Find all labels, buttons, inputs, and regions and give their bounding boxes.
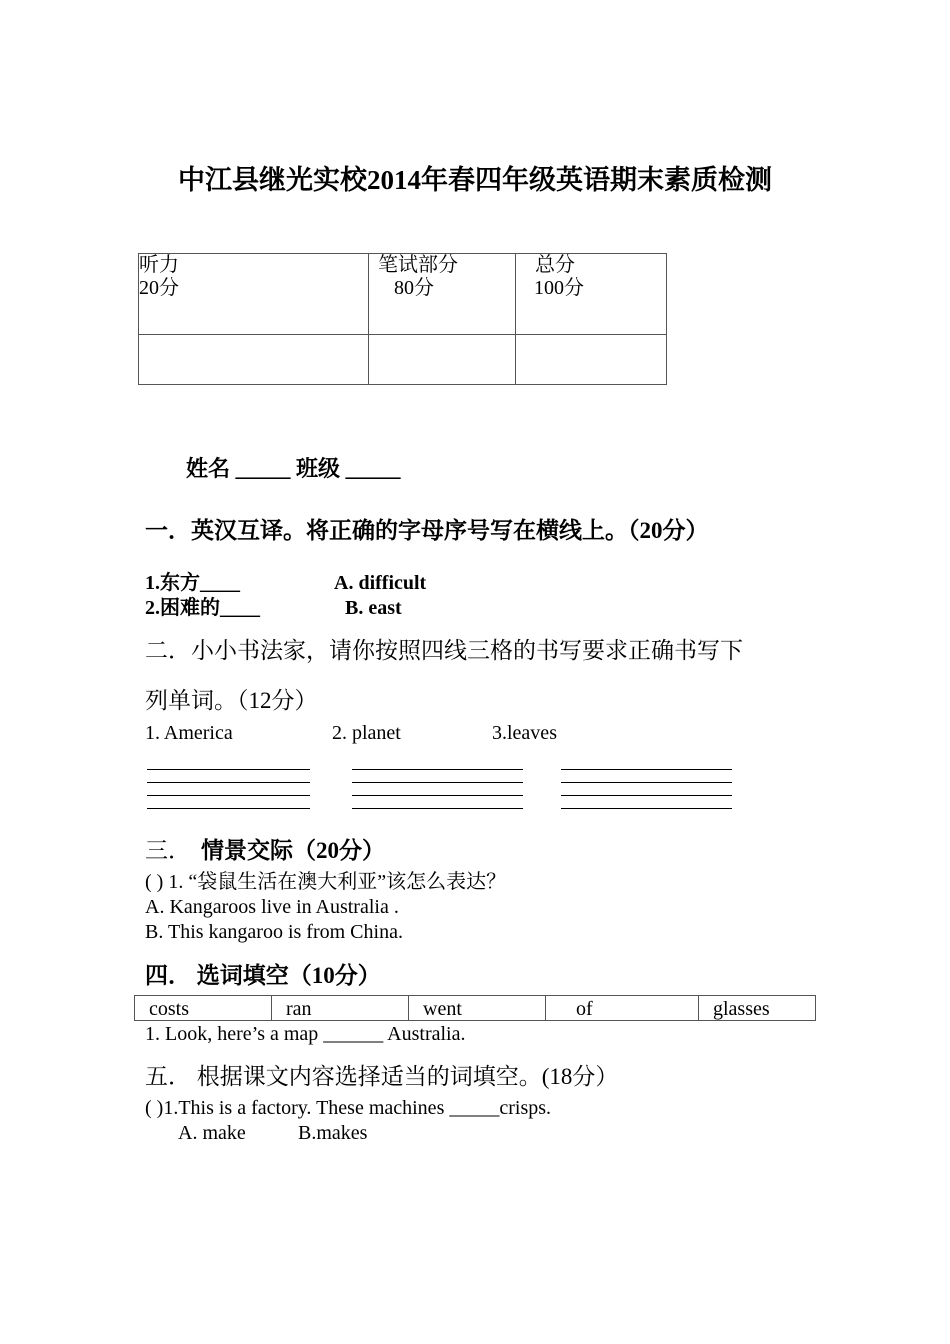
writing-lines-3[interactable] bbox=[561, 769, 732, 821]
student-info: 姓名 _____ 班级 _____ bbox=[186, 456, 401, 481]
word-bank-table bbox=[134, 995, 816, 1021]
score-value: 80分 bbox=[394, 277, 434, 299]
score-cell-listening bbox=[139, 254, 369, 335]
section4-heading: 四． 选词填空（10分） bbox=[145, 963, 381, 988]
s1-item-2-left: 2.困难的____ bbox=[145, 597, 260, 619]
s2-word-3: 3.leaves bbox=[492, 722, 557, 744]
score-value: 100分 bbox=[534, 277, 584, 299]
section1-heading: 一．英汉互译。将正确的字母序号写在横线上。（20分） bbox=[145, 518, 709, 543]
score-value: 20分 bbox=[139, 277, 179, 299]
score-label: 笔试部分 bbox=[378, 254, 458, 276]
s1-item-1-right: A. difficult bbox=[334, 572, 427, 594]
s3-question: ( ) 1. “袋鼠生活在澳大利亚”该怎么表达？ bbox=[145, 871, 507, 893]
s5-option-a: A. make bbox=[178, 1122, 246, 1144]
exam-title: 中江县继光实校2014年春四年级英语期末素质检测 bbox=[178, 165, 772, 195]
s1-item-1-left: 1.东方____ bbox=[145, 572, 240, 594]
s5-option-b: B.makes bbox=[298, 1122, 368, 1144]
word-bank-cell: glasses bbox=[699, 996, 816, 1021]
score-cell-written bbox=[369, 254, 516, 335]
s4-question: 1. Look, here’s a map ______ Australia. bbox=[145, 1023, 466, 1045]
section3-heading-num: 三． bbox=[145, 838, 191, 863]
s3-option-a: A. Kangaroos live in Australia . bbox=[145, 896, 399, 918]
section2-heading-line2: 列单词。（12分） bbox=[145, 688, 318, 713]
section3-heading-text: 情景交际（20分） bbox=[201, 838, 385, 863]
section2-heading-line1: 二．小小书法家，请你按照四线三格的书写要求正确书写下 bbox=[145, 638, 743, 663]
s3-option-b: B. This kangaroo is from China. bbox=[145, 921, 403, 943]
word-bank-cell: went bbox=[409, 996, 546, 1021]
writing-lines-2[interactable] bbox=[352, 769, 523, 821]
score-label: 总分 bbox=[535, 254, 575, 276]
s5-question: ( )1.This is a factory. These machines _____crisps. bbox=[145, 1097, 552, 1119]
score-table bbox=[138, 253, 667, 385]
word-bank-cell: ran bbox=[272, 996, 409, 1021]
s2-word-1: 1. America bbox=[145, 722, 233, 744]
s1-item-2-right: B. east bbox=[345, 597, 402, 619]
word-bank-cell: costs bbox=[135, 996, 272, 1021]
score-blank-listening[interactable] bbox=[139, 335, 369, 385]
score-cell-total bbox=[516, 254, 667, 335]
score-label: 听力 bbox=[139, 254, 179, 276]
s2-word-2: 2. planet bbox=[332, 722, 401, 744]
writing-lines-1[interactable] bbox=[147, 769, 310, 821]
score-blank-total[interactable] bbox=[516, 335, 667, 385]
score-blank-written[interactable] bbox=[369, 335, 516, 385]
section5-heading: 五． 根据课文内容选择适当的词填空。(18分） bbox=[145, 1064, 619, 1089]
word-bank-cell: of bbox=[546, 996, 699, 1021]
